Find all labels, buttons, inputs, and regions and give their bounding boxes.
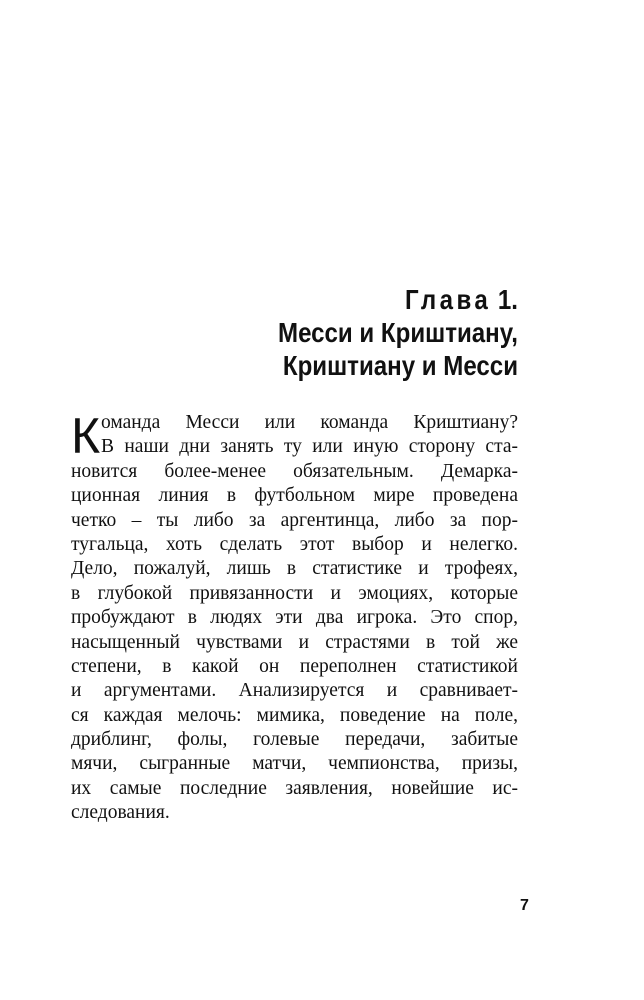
paragraph-line: следования.	[71, 802, 170, 824]
drop-cap: К	[71, 408, 101, 464]
chapter-label: Глава	[404, 284, 492, 315]
paragraph-line: мячи, сыгранные матчи, чемпионства, призы,	[71, 753, 518, 775]
paragraph-line: новится более-менее обязательным. Демарка-	[71, 460, 518, 482]
paragraph-line: дриблинг, фолы, голевые передачи, забитые	[71, 729, 518, 751]
paragraph-line: насыщенный чувствами и страстями в той же	[71, 631, 518, 653]
paragraph-line: Дело, пожалуй, лишь в статистике и трофеях,	[71, 558, 518, 580]
chapter-number: 1.	[497, 284, 518, 315]
paragraph-line: пробуждают в людях эти два игрока. Это спор,	[71, 607, 518, 629]
paragraph-line: в глубокой привязанности и эмоциях, которые	[71, 582, 518, 604]
chapter-title-line-2: Криштиану и Месси	[282, 350, 518, 381]
paragraph-line: тугальца, хоть сделать этот выбор и нелегко.	[71, 533, 518, 555]
paragraph-line: степени, в какой он переполнен статистикой	[71, 655, 518, 677]
paragraph-line: ционная линия в футбольном мире проведена	[71, 485, 518, 507]
paragraph-line: оманда Месси или команда Криштиану?	[101, 412, 518, 433]
body-paragraph	[71, 408, 518, 826]
paragraph-line: В наши дни занять ту или иную сторону ста-	[101, 436, 518, 458]
paragraph-line: их самые последние заявления, новейшие ис-	[71, 777, 518, 799]
paragraph-line: и аргументами. Анализируется и сравнивает-	[71, 680, 518, 702]
page-number: 7	[520, 897, 529, 914]
chapter-number-line	[159, 283, 518, 316]
chapter-title-line-1: Месси и Криштиану,	[278, 317, 518, 348]
paragraph-line: ся каждая мелочь: мимика, поведение на поле,	[71, 704, 518, 726]
chapter-heading	[159, 283, 518, 382]
paragraph-line: четко – ты либо за аргентинца, либо за пор-	[71, 509, 518, 531]
